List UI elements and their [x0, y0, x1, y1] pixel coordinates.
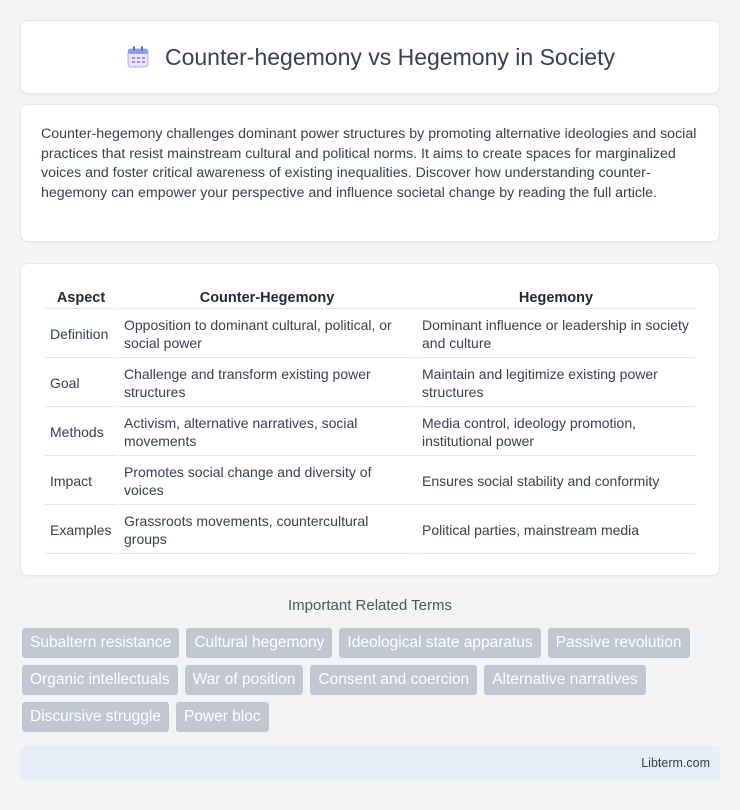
related-term-tag[interactable]: Cultural hegemony [186, 628, 332, 658]
table-cell: Goal [45, 360, 117, 407]
related-term-tag[interactable]: Alternative narratives [484, 665, 646, 695]
table-cell: Media control, ideology promotion, institutional power [417, 409, 695, 456]
intro-text: Counter-hegemony challenges dominant power structures by promoting alternative ideologies and social practices that resist mainstream cultural and political norms. It aims to create spaces for marginalized voices and foster critical awareness of existing inequalities. Discover how understanding counter-hegemony can empower your perspective and influence societal change by reading the full article. [41, 126, 697, 201]
related-term-tag[interactable]: Ideological state apparatus [339, 628, 540, 658]
table-cell: Ensures social stability and conformity [417, 458, 695, 505]
related-term-tag[interactable]: Discursive struggle [22, 702, 169, 732]
page-title: Counter-hegemony vs Hegemony in Society [164, 43, 615, 70]
table-cell: Opposition to dominant cultural, political, or social power [119, 311, 415, 358]
related-term-tag[interactable]: War of position [185, 665, 304, 695]
table-cell: Impact [45, 458, 117, 505]
header-card [20, 20, 720, 94]
column-header: Hegemony [417, 286, 695, 309]
intro-card [20, 104, 720, 242]
column-header: Aspect [45, 286, 117, 309]
comparison-table-card [20, 263, 720, 576]
table-cell: Maintain and legitimize existing power structures [417, 360, 695, 407]
table-cell: Grassroots movements, countercultural groups [119, 507, 415, 554]
table-cell: Definition [45, 311, 117, 358]
table-row [45, 311, 695, 358]
related-term-tag[interactable]: Passive revolution [548, 628, 690, 658]
related-terms-list [22, 628, 722, 732]
footer [20, 746, 720, 780]
related-term-tag[interactable]: Power bloc [176, 702, 269, 732]
table-row [45, 360, 695, 407]
table-row [45, 458, 695, 505]
related-term-tag[interactable]: Organic intellectuals [22, 665, 178, 695]
related-term-tag[interactable]: Consent and coercion [310, 665, 477, 695]
table-cell: Activism, alternative narratives, social movements [119, 409, 415, 456]
table-cell: Dominant influence or leadership in society and culture [417, 311, 695, 358]
table-header-row [45, 286, 695, 309]
table-cell: Promotes social change and diversity of voices [119, 458, 415, 505]
related-term-tag[interactable]: Subaltern resistance [22, 628, 179, 658]
table-cell: Examples [45, 507, 117, 554]
column-header: Counter-Hegemony [119, 286, 415, 309]
table-cell: Political parties, mainstream media [417, 507, 695, 554]
table-row [45, 507, 695, 554]
related-terms-title: Important Related Terms [288, 597, 452, 614]
table-cell: Methods [45, 409, 117, 456]
table-cell: Challenge and transform existing power structures [119, 360, 415, 407]
calendar-icon [125, 44, 151, 70]
footer-site-link[interactable]: Libterm.com [641, 756, 710, 770]
comparison-table [43, 284, 697, 556]
table-row [45, 409, 695, 456]
